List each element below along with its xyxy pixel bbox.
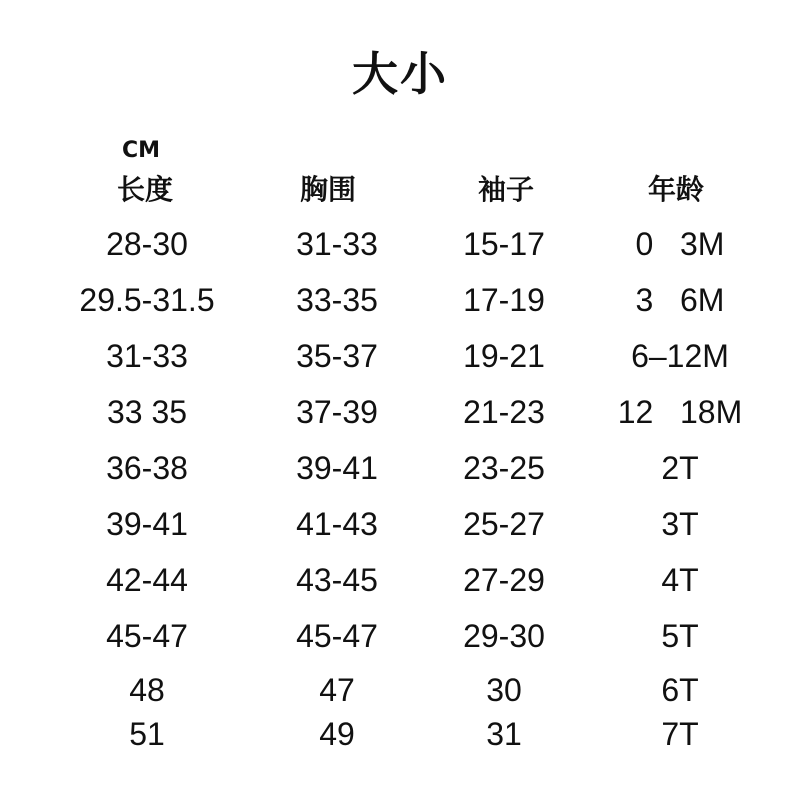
unit-label: CM xyxy=(122,138,161,163)
cell-length: 39-41 xyxy=(106,506,188,542)
cell-chest: 41-43 xyxy=(296,506,378,542)
cell-age: 0 3M xyxy=(635,226,725,262)
cell-length: 36-38 xyxy=(106,450,188,486)
cell-sleeve: 19-21 xyxy=(463,338,545,374)
cell-age: 3T xyxy=(661,506,699,542)
cell-chest: 43-45 xyxy=(296,562,378,598)
cell-age: 7T xyxy=(661,716,699,752)
cell-chest: 47 xyxy=(319,672,355,708)
cell-chest: 37-39 xyxy=(296,394,378,430)
cell-age: 6–12M xyxy=(631,338,729,374)
cell-length: 31-33 xyxy=(106,338,188,374)
cell-chest: 31-33 xyxy=(296,226,378,262)
cell-sleeve: 21-23 xyxy=(463,394,545,430)
cell-length: 33 35 xyxy=(106,394,188,430)
cell-age: 2T xyxy=(661,450,699,486)
cell-sleeve: 15-17 xyxy=(463,226,545,262)
header-chest: 胸围 xyxy=(299,173,356,206)
cell-chest: 49 xyxy=(319,716,355,752)
header-age: 年龄 xyxy=(647,173,704,206)
cell-sleeve: 31 xyxy=(486,716,522,752)
cell-sleeve: 29-30 xyxy=(463,618,545,654)
header-sleeve: 袖子 xyxy=(477,173,534,206)
cell-chest: 45-47 xyxy=(296,618,378,654)
cell-chest: 39-41 xyxy=(296,450,378,486)
page-title: 大小 xyxy=(352,47,448,101)
cell-length: 28-30 xyxy=(106,226,188,262)
cell-age: 12 18M xyxy=(617,394,743,430)
cell-length: 45-47 xyxy=(106,618,188,654)
cell-age: 4T xyxy=(661,562,699,598)
cell-length: 42-44 xyxy=(106,562,188,598)
cell-sleeve: 25-27 xyxy=(463,506,545,542)
cell-sleeve: 30 xyxy=(486,672,522,708)
cell-age: 5T xyxy=(661,618,699,654)
cell-chest: 33-35 xyxy=(296,282,378,318)
header-length: 长度 xyxy=(116,173,173,206)
cell-length: 51 xyxy=(129,716,165,752)
cell-sleeve: 27-29 xyxy=(463,562,545,598)
cell-sleeve: 17-19 xyxy=(463,282,545,318)
cell-chest: 35-37 xyxy=(296,338,378,374)
cell-length: 48 xyxy=(129,672,165,708)
cell-age: 3 6M xyxy=(635,282,725,318)
cell-length: 29.5-31.5 xyxy=(79,282,215,318)
cell-age: 6T xyxy=(661,672,699,708)
cell-sleeve: 23-25 xyxy=(463,450,545,486)
